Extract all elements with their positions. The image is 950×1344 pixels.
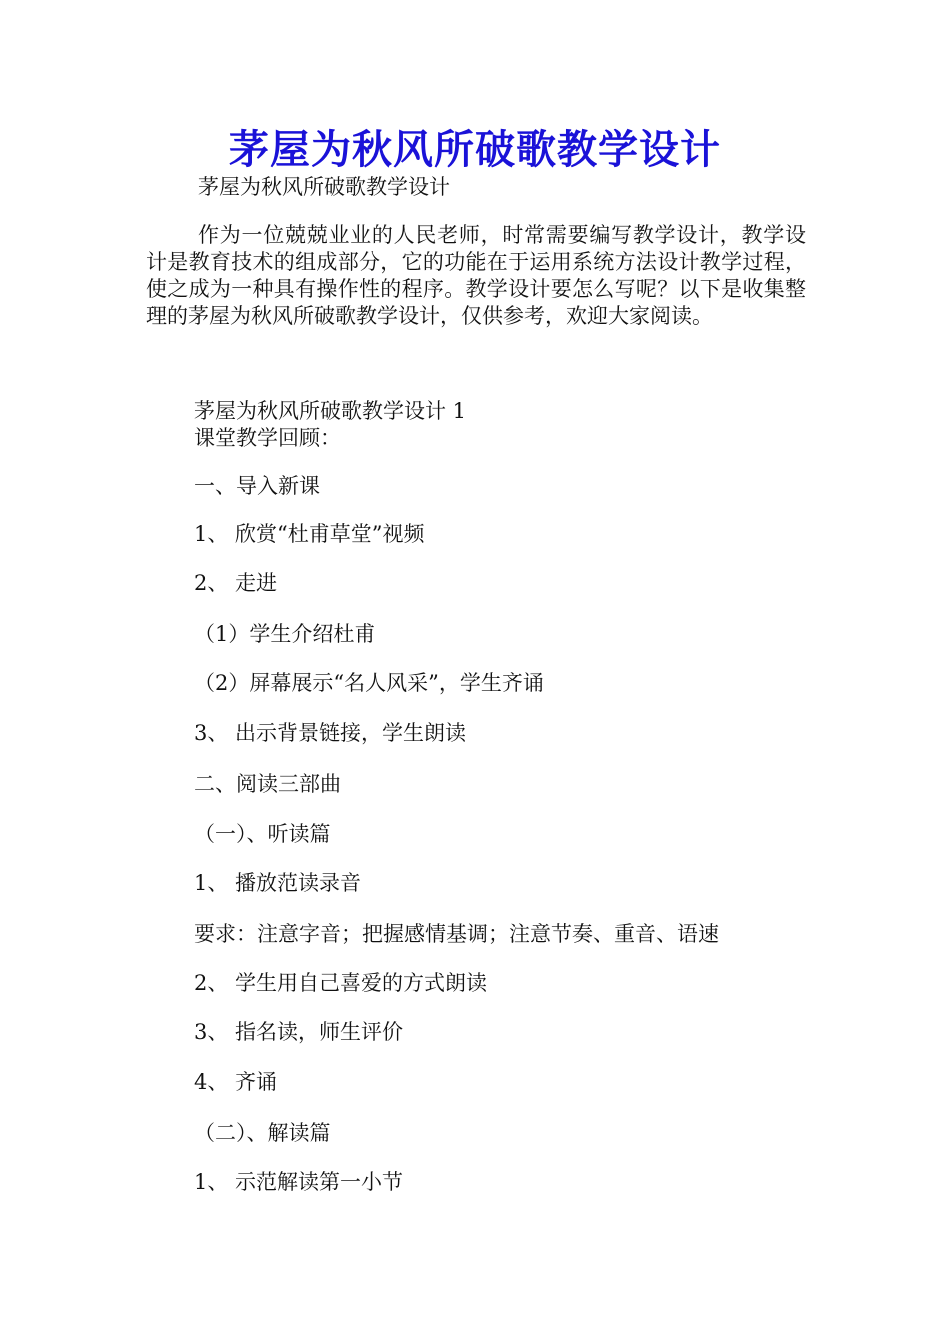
body-line: 一、导入新课 [194, 474, 320, 498]
body-line: 3、 出示背景链接，学生朗读 [194, 721, 467, 745]
body-line: 2、 学生用自己喜爱的方式朗读 [194, 971, 488, 995]
section-heading: 茅屋为秋风所破歌教学设计 1 [194, 399, 467, 423]
body-line: 课堂教学回顾： [194, 426, 341, 450]
body-line: 1、 欣赏“杜甫草堂”视频 [194, 522, 425, 546]
body-line: 1、 示范解读第一小节 [194, 1170, 404, 1194]
body-line: （一）、听读篇 [194, 822, 331, 846]
document-subtitle: 茅屋为秋风所破歌教学设计 [198, 175, 450, 199]
body-line: 4、 齐诵 [194, 1070, 278, 1094]
body-line: 二、阅读三部曲 [194, 772, 341, 796]
body-line: 3、 指名读，师生评价 [194, 1020, 404, 1044]
body-line: （1）学生介绍杜甫 [194, 622, 376, 646]
body-line: （二）、解读篇 [194, 1121, 331, 1145]
intro-paragraph: 作为一位兢兢业业的人民老师，时常需要编写教学设计，教学设计是教育技术的组成部分，它的功能在于运用系统方法设计教学过程，使之成为一种具有操作性的程序。教学设计要怎么写呢？以下是收集整理的茅屋为秋风所破歌教学设计，仅供参考，欢迎大家阅读。 [146, 223, 806, 328]
body-line: 要求：注意字音；把握感情基调；注意节奏、重音、语速 [194, 922, 719, 946]
body-line: 1、 播放范读录音 [194, 871, 362, 895]
document-title: 茅屋为秋风所破歌教学设计 [229, 126, 721, 173]
body-line: （2）屏幕展示“名人风采”，学生齐诵 [194, 671, 544, 695]
body-line: 2、 走进 [194, 571, 278, 595]
